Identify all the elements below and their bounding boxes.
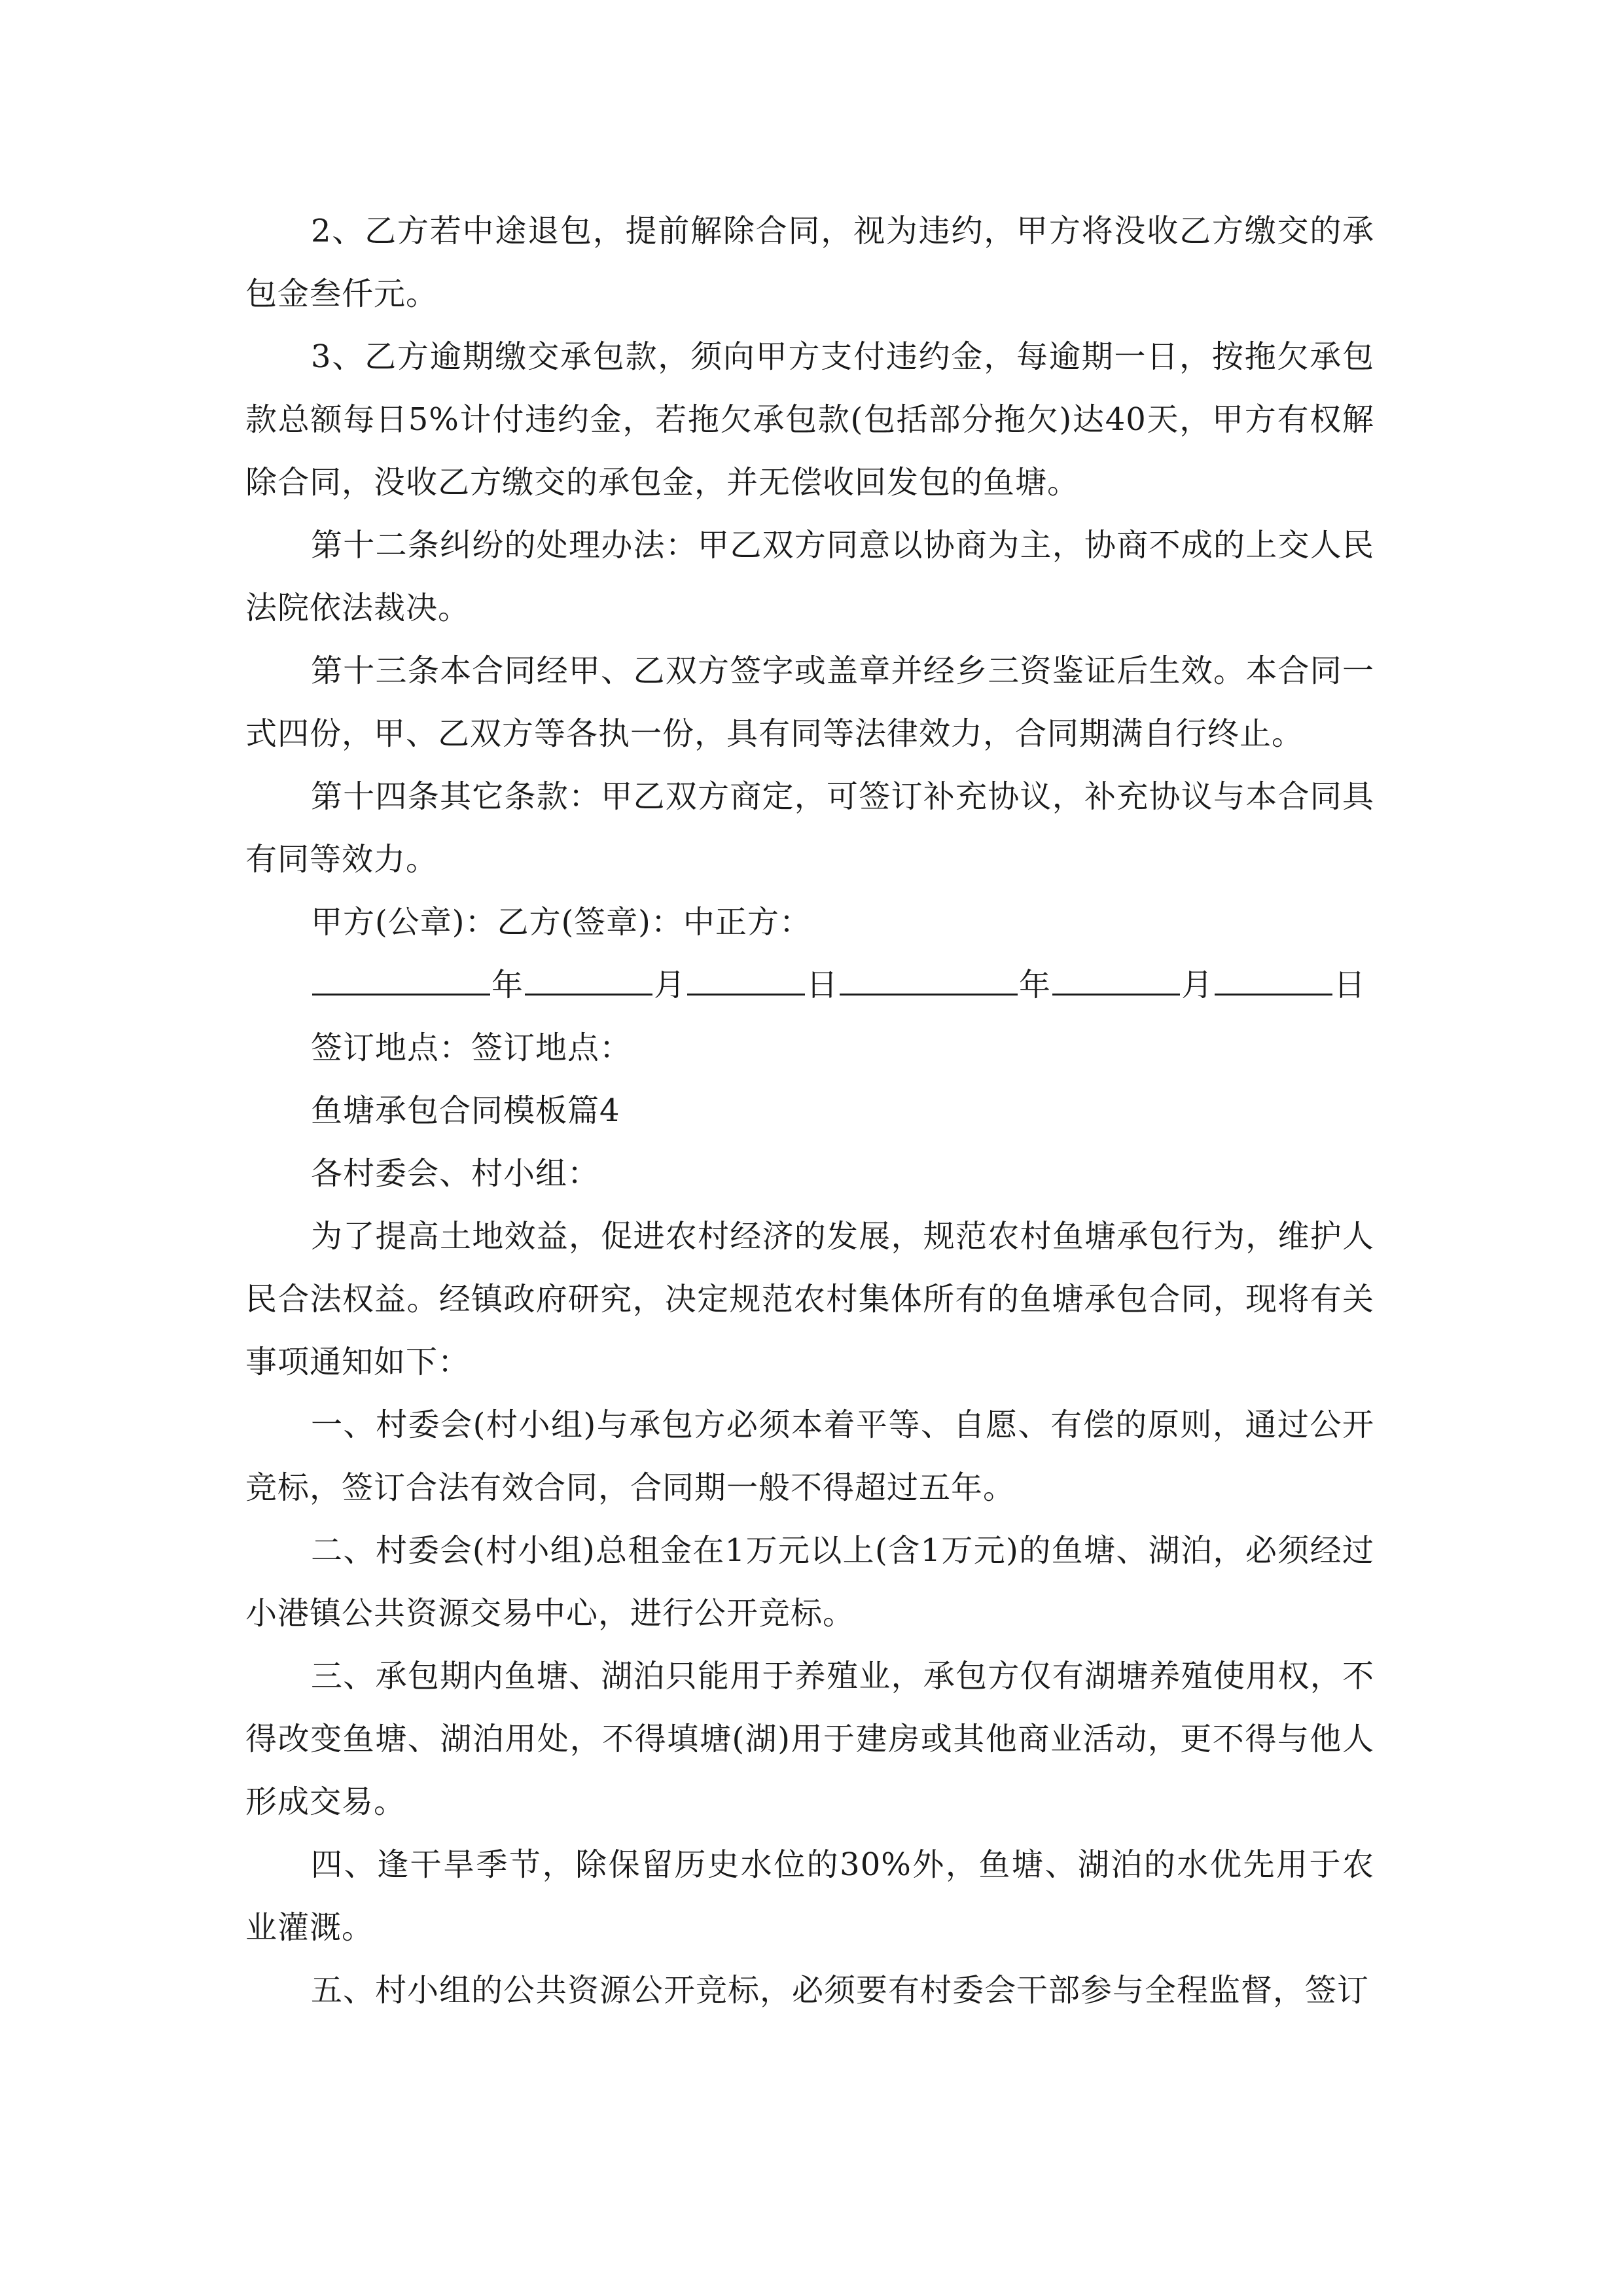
paragraph-article-12: 第十二条纠纷的处理办法：甲乙双方同意以协商为主，协商不成的上交人民法院依法裁决。 [245, 527, 1374, 626]
year-blank-2 [840, 957, 1018, 996]
paragraph-signing-place: 签订地点：签订地点： [311, 1030, 632, 1066]
day-label-2: 日 [1334, 967, 1366, 1003]
month-blank-2 [1052, 957, 1180, 996]
paragraph-salutation: 各村委会、村小组： [311, 1155, 600, 1192]
day-label-1: 日 [806, 967, 839, 1003]
paragraph-notice-intro: 为了提高土地效益，促进农村经济的发展，规范农村鱼塘承包行为，维护人民合法权益。经镇政府研究，决定规范农村集体所有的鱼塘承包合同，现将有关事项通知如下： [245, 1218, 1374, 1380]
day-blank-2 [1215, 957, 1332, 996]
paragraph-article-13: 第十三条本合同经甲、乙双方签字或盖章并经乡三资鉴证后生效。本合同一式四份，甲、乙双方等各执一份，具有同等法律效力，合同期满自行终止。 [245, 653, 1374, 752]
paragraph-item-2: 二、村委会(村小组)总租金在1万元以上(含1万元)的鱼塘、湖泊，必须经过小港镇公共资源交易中心，进行公开竞标。 [245, 1532, 1374, 1632]
year-label-1: 年 [491, 967, 524, 1003]
document-body [245, 200, 1374, 2022]
day-blank-1 [687, 957, 805, 996]
date-signature-line [245, 954, 1374, 1016]
month-blank-1 [525, 957, 652, 996]
paragraph-article-14: 第十四条其它条款：甲乙双方商定，可签订补充协议，补充协议与本合同具有同等效力。 [245, 778, 1374, 878]
paragraph-breach-refund: 2、乙方若中途退包，提前解除合同，视为违约，甲方将没收乙方缴交的承包金叁仟元。 [245, 213, 1374, 312]
year-label-2: 年 [1019, 967, 1052, 1003]
year-blank-1 [312, 957, 490, 996]
paragraph-item-5: 五、村小组的公共资源公开竞标，必须要有村委会干部参与全程监督，签订 [311, 1972, 1370, 2009]
paragraph-item-1: 一、村委会(村小组)与承包方必须本着平等、自愿、有偿的原则，通过公开竞标，签订合法有效合同，合同期一般不得超过五年。 [245, 1407, 1374, 1506]
paragraph-item-3: 三、承包期内鱼塘、湖泊只能用于养殖业，承包方仅有湖塘养殖使用权，不得改变鱼塘、湖泊用处，不得填塘(湖)用于建房或其他商业活动，更不得与他人形成交易。 [245, 1658, 1374, 1820]
section-heading: 鱼塘承包合同模板篇4 [311, 1092, 620, 1129]
month-label-1: 月 [654, 967, 687, 1003]
paragraph-signatories: 甲方(公章)：乙方(签章)：中正方： [311, 904, 812, 941]
paragraph-late-payment: 3、乙方逾期缴交承包款，须向甲方支付违约金，每逾期一日，按拖欠承包款总额每日5%计付违约金，若拖欠承包款(包括部分拖欠)达40天，甲方有权解除合同，没收乙方缴交的承包金，并无偿收回发包的鱼塘。 [245, 338, 1374, 501]
month-label-2: 月 [1181, 967, 1214, 1003]
paragraph-item-4: 四、逢干旱季节，除保留历史水位的30%外，鱼塘、湖泊的水优先用于农业灌溉。 [245, 1846, 1374, 1946]
